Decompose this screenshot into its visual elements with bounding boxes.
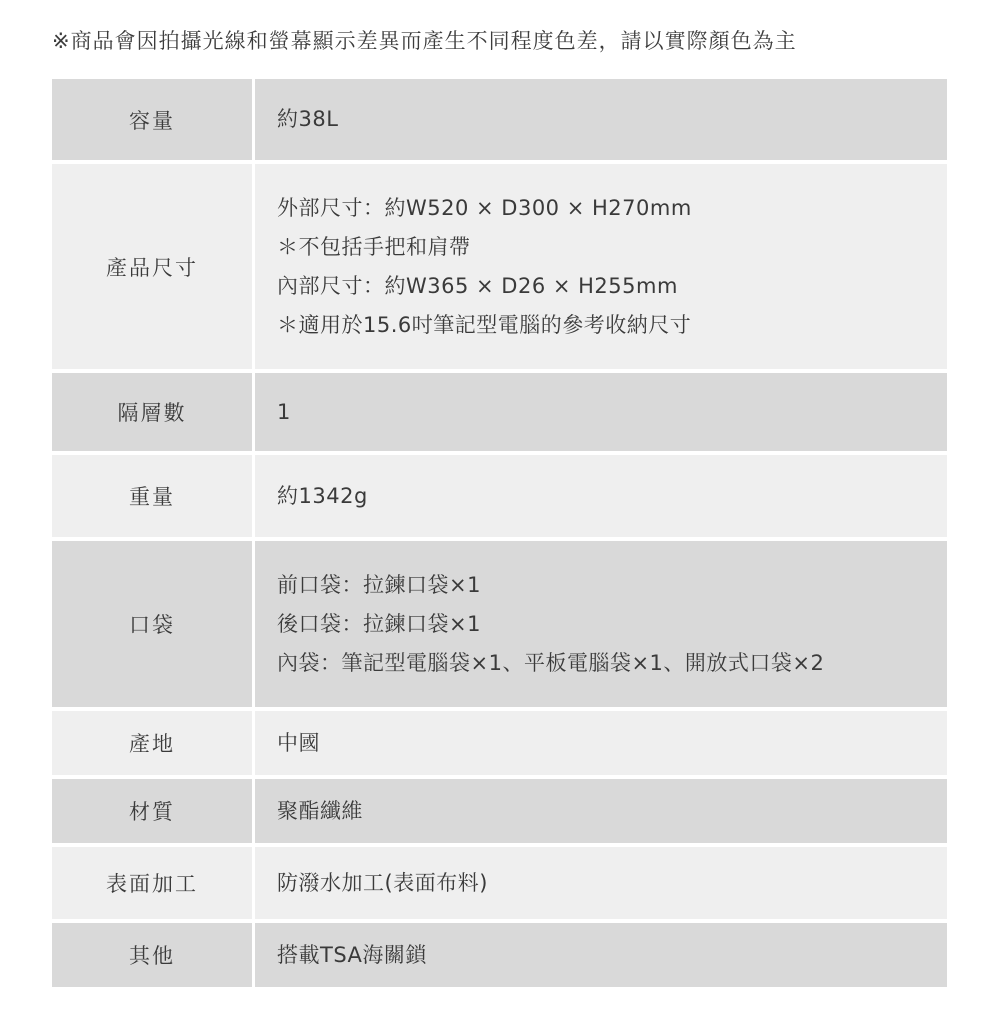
spec-value-line: 約1342g xyxy=(277,483,368,508)
spec-label: 產品尺寸 xyxy=(52,164,252,369)
spec-label: 產地 xyxy=(52,711,252,775)
spec-value-line: 約38L xyxy=(277,107,339,131)
spec-value-line: 前口袋：拉鍊口袋×1 xyxy=(277,572,481,597)
spec-value xyxy=(255,779,947,843)
spec-value-line: 內部尺寸：約W365 × D26 × H255mm xyxy=(277,273,678,298)
spec-row-capacity xyxy=(52,79,947,160)
spec-table xyxy=(52,79,947,991)
spec-value xyxy=(255,164,947,369)
spec-label: 容量 xyxy=(52,79,252,160)
spec-value-line: 1 xyxy=(277,399,291,424)
spec-value-line: 搭載TSA海關鎖 xyxy=(277,942,427,967)
spec-label: 其他 xyxy=(52,923,252,987)
spec-value-line: 中國 xyxy=(277,730,320,755)
spec-row-finish xyxy=(52,847,947,919)
spec-value-line: ＊適用於15.6吋筆記型電腦的參考收納尺寸 xyxy=(277,312,692,337)
spec-row-material xyxy=(52,779,947,843)
spec-value-line: 內袋：筆記型電腦袋×1、平板電腦袋×1、開放式口袋×2 xyxy=(277,650,825,675)
spec-label: 口袋 xyxy=(52,541,252,707)
spec-value xyxy=(255,455,947,537)
spec-value-line: ＊不包括手把和肩帶 xyxy=(277,234,471,259)
spec-value xyxy=(255,373,947,451)
spec-value-line: 聚酯纖維 xyxy=(277,798,363,823)
spec-value-line: 外部尺寸：約W520 × D300 × H270mm xyxy=(277,195,692,220)
color-disclaimer: ※商品會因拍攝光線和螢幕顯示差異而產生不同程度色差，請以實際顏色為主 xyxy=(52,29,797,53)
spec-label: 重量 xyxy=(52,455,252,537)
spec-row-compartments xyxy=(52,373,947,451)
spec-row-origin xyxy=(52,711,947,775)
spec-label: 隔層數 xyxy=(52,373,252,451)
spec-label: 表面加工 xyxy=(52,847,252,919)
spec-value xyxy=(255,79,947,160)
spec-value xyxy=(255,847,947,919)
spec-value xyxy=(255,541,947,707)
spec-label: 材質 xyxy=(52,779,252,843)
spec-value-line: 後口袋：拉鍊口袋×1 xyxy=(277,611,481,636)
spec-row-dimensions xyxy=(52,164,947,369)
spec-row-pockets xyxy=(52,541,947,707)
spec-row-weight xyxy=(52,455,947,537)
spec-value xyxy=(255,923,947,987)
spec-value-line: 防潑水加工(表面布料) xyxy=(277,870,488,895)
spec-row-other xyxy=(52,923,947,987)
spec-value xyxy=(255,711,947,775)
